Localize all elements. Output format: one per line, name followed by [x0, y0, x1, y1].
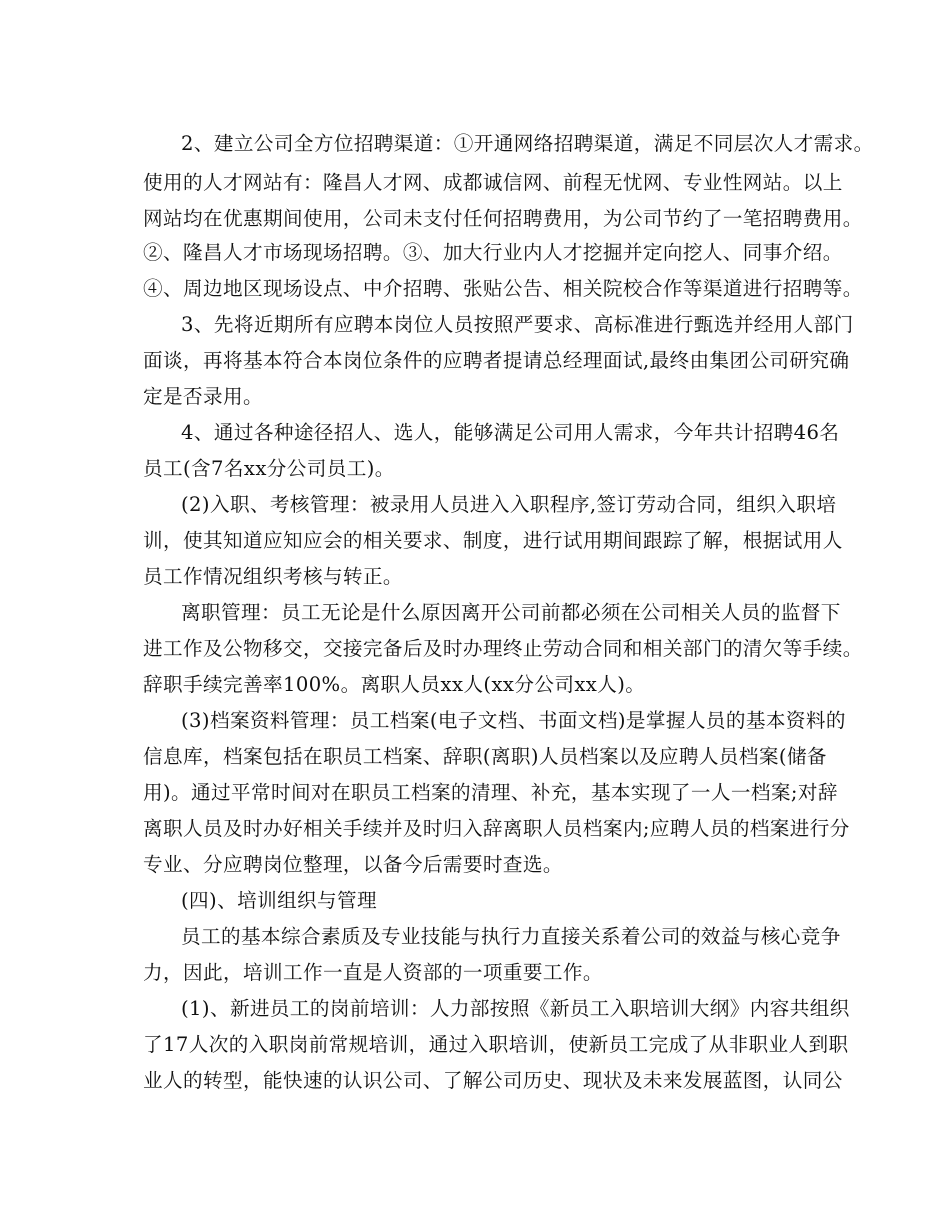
text-line-24: 力，因此，培训工作一直是人资部的一项重要工作。 — [143, 961, 603, 984]
text-line-8: 定是否录用。 — [143, 385, 263, 408]
text-line-16: 辞职手续完善率100%。离职人员xx人(xx分公司xx人)。 — [143, 673, 646, 696]
text-line-3: 网站均在优惠期间使用，公司未支付任何招聘费用，为公司节约了一笔招聘费用。 — [143, 207, 863, 230]
text-line-14: 离职管理：员工无论是什么原因离开公司前都必须在公司相关人员的监督下 — [181, 601, 841, 624]
text-line-9: 4、通过各种途径招人、选人，能够满足公司用人需求，今年共计招聘46名 — [181, 421, 840, 444]
text-line-1: 2、建立公司全方位招聘渠道：①开通网络招聘渠道，满足不同层次人才需求。 — [181, 132, 874, 155]
text-line-12: 训，使其知道应知应会的相关要求、制度，进行试用期间跟踪了解，根据试用人 — [143, 529, 843, 552]
text-line-13: 员工作情况组织考核与转正。 — [143, 565, 403, 588]
text-line-17: (3)档案资料管理：员工档案(电子文档、书面文档)是掌握人员的基本资料的 — [181, 709, 846, 732]
text-line-6: 3、先将近期所有应聘本岗位人员按照严要求、高标准进行甄选并经用人部门 — [181, 313, 854, 336]
text-line-26: 了17人次的入职岗前常规培训，通过入职培训，使新员工完成了从非职业人到职 — [143, 1033, 849, 1056]
text-line-11: (2)入职、考核管理：被录用人员进入入职程序,签订劳动合同，组织入职培 — [181, 493, 837, 516]
text-line-2: 使用的人才网站有：隆昌人才网、成都诚信网、前程无忧网、专业性网站。以上 — [143, 171, 843, 194]
text-line-18: 信息库，档案包括在职员工档案、辞职(离职)人员档案以及应聘人员档案(储备 — [143, 745, 827, 768]
text-line-7: 面谈，再将基本符合本岗位条件的应聘者提请总经理面试,最终由集团公司研究确 — [143, 349, 850, 372]
text-line-21: 专业、分应聘岗位整理，以备今后需要时查选。 — [143, 853, 563, 876]
text-line-25: (1)、新进员工的岗前培训：人力部按照《新员工入职培训大纲》内容共组织 — [181, 997, 850, 1020]
text-line-20: 离职人员及时办好相关手续并及时归入辞离职人员档案内;应聘人员的档案进行分 — [143, 817, 850, 840]
text-line-27: 业人的转型，能快速的认识公司、了解公司历史、现状及未来发展蓝图，认同公 — [143, 1069, 843, 1092]
text-line-15: 进工作及公物移交，交接完备后及时办理终止劳动合同和相关部门的清欠等手续。 — [143, 637, 863, 660]
text-line-19: 用)。通过平常时间对在职员工档案的清理、补充，基本实现了一人一档案;对辞 — [143, 781, 838, 804]
text-line-10: 员工(含7名xx分公司员工)。 — [143, 457, 395, 480]
text-line-4: ②、隆昌人才市场现场招聘。③、加大行业内人才挖掘并定向挖人、同事介绍。 — [143, 241, 843, 264]
text-line-5: ④、周边地区现场设点、中介招聘、张贴公告、相关院校合作等渠道进行招聘等。 — [143, 277, 863, 300]
text-line-23: 员工的基本综合素质及专业技能与执行力直接关系着公司的效益与核心竞争 — [181, 925, 841, 948]
section-heading-training: (四)、培训组织与管理 — [181, 889, 378, 912]
